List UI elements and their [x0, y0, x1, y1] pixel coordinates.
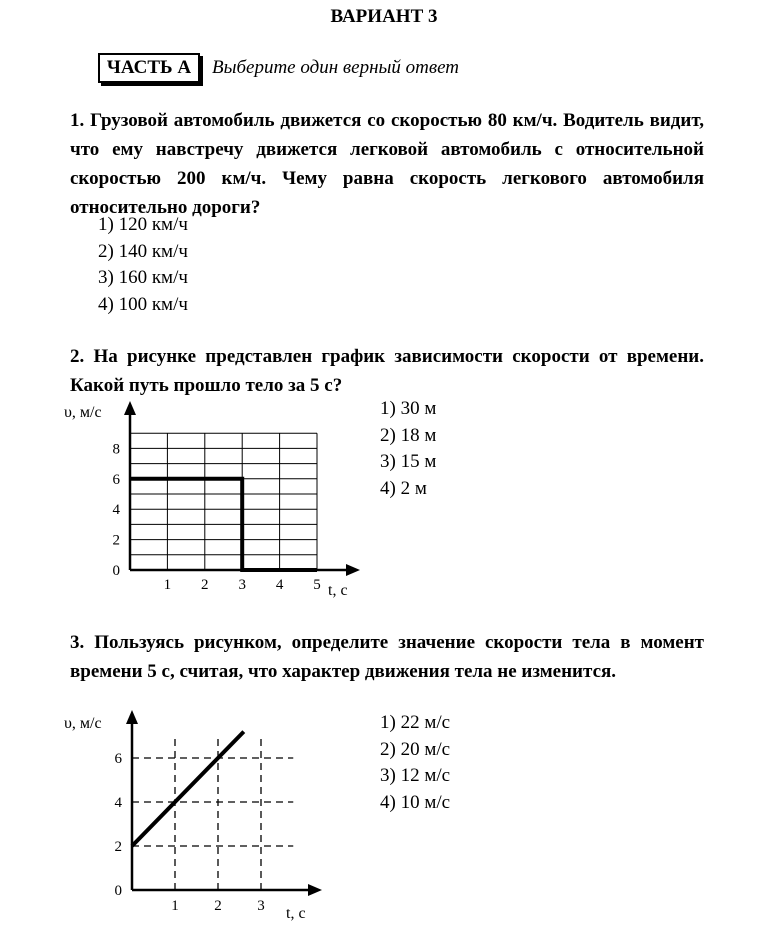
- question-2-text: 2. На рисунке представлен график зависимости скорости от времени. Какой путь прошло тело за 5 с?: [70, 346, 704, 396]
- part-instruction: Выберите один верный ответ: [212, 57, 459, 78]
- y-axis-label: υ, м/с: [64, 715, 102, 732]
- y-axis-arrow: [126, 710, 138, 724]
- y-tick-label: 6: [112, 471, 120, 488]
- x-tick-label: 1: [171, 898, 179, 914]
- question-3-options: [380, 710, 450, 816]
- question-1-option[interactable]: 3) 160 км/ч: [98, 267, 188, 288]
- part-label: ЧАСТЬ А: [98, 53, 200, 83]
- question-2-option[interactable]: 1) 30 м: [380, 398, 437, 419]
- question-2-option[interactable]: 4) 2 м: [380, 477, 427, 499]
- question-1-option[interactable]: 1) 120 км/ч: [98, 214, 188, 235]
- question-3-option[interactable]: 4) 10 м/с: [380, 791, 451, 813]
- question-1-option[interactable]: 4) 100 км/ч: [98, 293, 188, 315]
- x-axis-label: t, с: [328, 582, 348, 599]
- variant-title: ВАРИАНТ 3: [330, 6, 438, 27]
- x-tick-label: 5: [313, 577, 321, 593]
- question-3-option[interactable]: 2) 20 м/с: [380, 738, 451, 760]
- question-3-option[interactable]: 1) 22 м/с: [380, 712, 451, 733]
- x-tick-label: 1: [163, 577, 172, 593]
- x-axis-arrow: [346, 564, 360, 576]
- question-1-text: 1. Грузовой автомобиль движется со скоростью 80 км/ч. Водитель видит, что ему навстречу движется легковой автомобиль с относительной скоростью 200 км/ч. Чему равна скорость легкового автомобиля относительно дороги?: [70, 110, 704, 218]
- y-tick-label: 4: [114, 795, 122, 811]
- question-3-graph: [60, 708, 340, 923]
- x-axis-arrow: [308, 884, 322, 896]
- x-tick-label: 4: [275, 577, 284, 593]
- question-1-option[interactable]: 2) 140 км/ч: [98, 240, 188, 262]
- y-tick-label: 0: [112, 563, 120, 579]
- y-tick-label: 2: [114, 839, 122, 855]
- question-2-option[interactable]: 3) 15 м: [380, 451, 437, 472]
- question-3-text: 3. Пользуясь рисунком, определите значение скорости тела в момент времени 5 с, считая, что характер движения тела не изменится.: [70, 632, 704, 682]
- question-2-graph: [60, 395, 370, 605]
- question-2-option[interactable]: 2) 18 м: [380, 424, 437, 446]
- y-tick-label: 0: [114, 883, 122, 899]
- question-3-option[interactable]: 3) 12 м/с: [380, 765, 451, 786]
- question-2-options: [380, 396, 436, 502]
- y-tick-label: 8: [112, 441, 120, 458]
- x-axis-label: t, с: [286, 905, 306, 922]
- y-tick-label: 2: [112, 532, 120, 549]
- x-tick-label: 3: [238, 577, 246, 593]
- series-line: [132, 732, 244, 846]
- x-tick-label: 3: [257, 898, 265, 914]
- y-axis-arrow: [124, 401, 136, 415]
- y-axis-label: υ, м/с: [64, 404, 102, 421]
- y-tick-label: 6: [114, 751, 122, 767]
- question-1-options: [98, 212, 188, 318]
- x-tick-label: 2: [201, 577, 209, 593]
- y-tick-label: 4: [112, 502, 120, 519]
- x-tick-label: 2: [214, 898, 222, 914]
